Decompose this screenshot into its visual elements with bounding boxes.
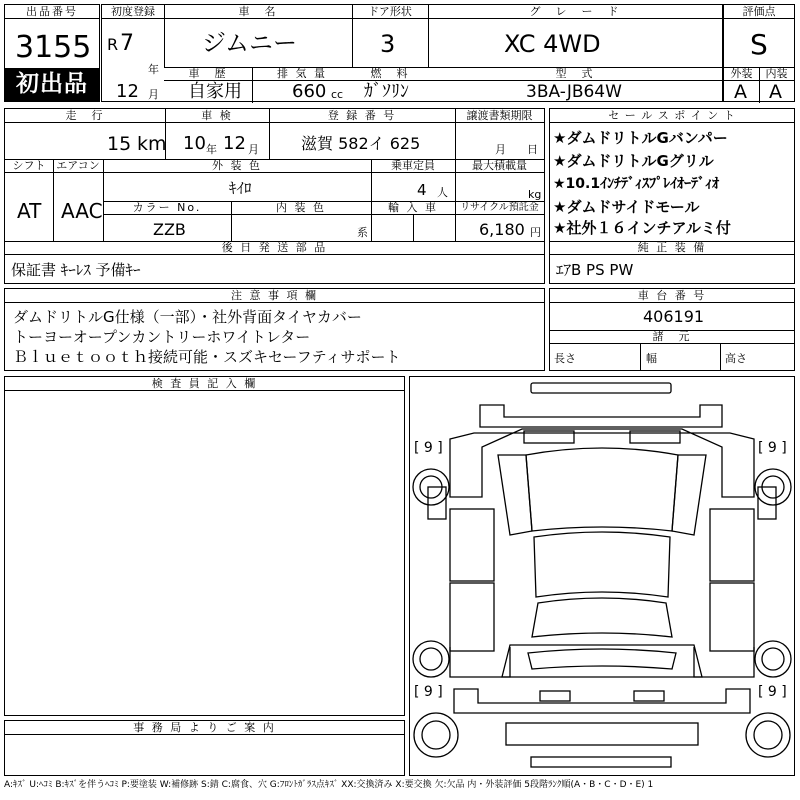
fuel-label: 燃 料: [352, 67, 428, 81]
diagram-mark-bottom-left: [ 9 ]: [414, 684, 443, 700]
car-diagram-box: [409, 376, 795, 776]
sales-point-item: ★ダムドリトルGグリル: [553, 152, 714, 170]
ac-label: エアコン: [53, 159, 103, 173]
interior-color-suffix: 系: [357, 226, 368, 239]
fuel: ｶﾞｿﾘﾝ: [364, 81, 409, 102]
model: 3BA-JB64W: [526, 82, 622, 102]
chassis-number: 406191: [643, 307, 705, 326]
history: 自家用: [188, 81, 242, 102]
score-label: 評価点: [724, 5, 794, 19]
car-name-label: 車 名: [164, 5, 352, 19]
insp-month: 12: [223, 133, 246, 154]
mileage-unit: km: [137, 133, 167, 155]
mileage-label: 走 行: [5, 109, 165, 123]
model-label: 型 式: [428, 67, 722, 81]
recycle: 6,180: [479, 220, 525, 239]
shift: AT: [17, 199, 42, 223]
car-outline-diagram: [410, 377, 794, 775]
transfer-label: 譲渡書類期限: [455, 109, 544, 123]
history-label: 車 歴: [164, 67, 252, 81]
plate: 滋賀 582イ 625: [301, 134, 421, 153]
note-line: ダムドリトルG仕様（一部）・社外背面タイヤカバー: [13, 308, 362, 326]
score: S: [750, 28, 768, 61]
load-unit: kg: [528, 188, 542, 201]
import-label: 輸 入 車: [371, 201, 455, 215]
details-table: [4, 108, 545, 284]
mileage: 15: [107, 133, 132, 155]
color: ｷｲﾛ: [229, 179, 252, 197]
first-reg-year: 7: [120, 31, 134, 56]
doors-label: ドア形状: [352, 5, 428, 19]
sales-point-item: ★10.1ｲﾝﾁﾃﾞｨｽﾌﾟﾚｲｵｰﾃﾞｨｵ: [553, 176, 720, 192]
capacity-label: 乗車定員: [371, 159, 455, 173]
chassis-box: [549, 288, 795, 371]
interior-score: A: [769, 81, 782, 103]
notes-label: 注 意 事 項 欄: [5, 289, 544, 303]
grade: XC 4WD: [504, 30, 601, 58]
first-reg-label: 初度登録: [102, 5, 164, 19]
first-listing-badge: 初出品: [5, 68, 99, 101]
plate-label: 登 録 番 号: [269, 109, 455, 123]
insp-month-unit: 月: [248, 143, 259, 156]
car-name: ジムニー: [202, 29, 298, 57]
displacement-label: 排 気 量: [252, 67, 352, 81]
length-label: 長さ: [554, 352, 576, 365]
inspection-label: 車 検: [165, 109, 269, 123]
diagram-mark-top-right: [ 9 ]: [758, 440, 787, 456]
inspector-box: [4, 376, 405, 716]
transfer-day-unit: 日: [527, 143, 538, 156]
office-label: 事 務 局 よ り ご 案 内: [5, 721, 404, 735]
lot-number: 3155: [15, 30, 92, 65]
color-label: 外 装 色: [103, 159, 371, 173]
capacity-unit: 人: [437, 186, 448, 199]
load-label: 最大積載量: [455, 159, 544, 173]
sales-point-item: ★ダムドサイドモール: [553, 198, 700, 216]
transfer-month-unit: 月: [495, 143, 506, 156]
note-line: トーヨーオープンカントリーホワイトレター: [13, 328, 311, 346]
sales-points-label: セ ー ル ス ポ イ ン ト: [550, 109, 794, 123]
interior-label: 内装: [759, 67, 794, 81]
first-reg-month: 12: [116, 81, 139, 102]
later-parts: 保証書 ｷｰﾚｽ 予備ｷｰ: [11, 261, 141, 279]
month-unit: 月: [148, 88, 159, 101]
office-box: [4, 720, 405, 776]
color-no-label: カラー No.: [103, 201, 231, 215]
insp-year-unit: 年: [206, 143, 217, 156]
width-label: 幅: [646, 352, 657, 365]
recycle-unit: 円: [530, 226, 541, 239]
displacement-unit: cc: [331, 88, 344, 101]
note-line: Ｂｌｕｅｔｏｏｔｈ接続可能・スズキセーフティサポート: [13, 348, 401, 366]
capacity: 4: [417, 181, 427, 199]
recycle-label: リサイクル預託金: [455, 201, 544, 215]
legend: A:ｷｽﾞ U:ﾍｺﾐ B:ｷｽﾞを伴うﾍｺﾐ P:要塗装 W:補修跡 S:錆 C:腐食、穴 G:ﾌﾛﾝﾄｶﾞﾗｽ点ｷｽﾞ XX:交換済み X:要交換 欠:欠品 内・外装評価 5段階ﾗﾝｸ順(A・B・C・D・E) 1: [4, 780, 654, 790]
grade-label: グ レ ー ド: [428, 5, 722, 19]
height-label: 高さ: [725, 352, 747, 365]
sales-point-item: ★社外１６インチアルミ付: [553, 219, 731, 237]
exterior-score: A: [734, 81, 747, 103]
later-label: 後 日 発 送 部 品: [5, 241, 544, 255]
lot-label: 出品番号: [5, 5, 99, 19]
exterior-label: 外装: [724, 67, 759, 81]
score-box: [723, 4, 795, 102]
equipment: ｴｱB PS PW: [556, 261, 634, 279]
vehicle-info-table: [101, 4, 723, 102]
inspector-label: 検 査 員 記 入 欄: [5, 377, 404, 391]
sales-points-box: [549, 108, 795, 284]
diagram-mark-top-left: [ 9 ]: [414, 440, 443, 456]
sales-point-item: ★ダムドリトルGバンパー: [553, 129, 728, 147]
notes-box: [4, 288, 545, 371]
dims-label: 諸 元: [550, 330, 794, 344]
color-no: ZZB: [153, 220, 186, 239]
year-unit: 年: [148, 63, 159, 76]
diagram-mark-bottom-right: [ 9 ]: [758, 684, 787, 700]
doors: 3: [380, 30, 396, 58]
displacement: 660: [292, 81, 327, 102]
era: R: [107, 35, 119, 54]
shift-label: シフト: [5, 159, 53, 173]
equipment-label: 純 正 装 備: [550, 241, 794, 255]
insp-year: 10: [183, 133, 206, 154]
chassis-label: 車 台 番 号: [550, 289, 794, 303]
ac: AAC: [61, 199, 103, 223]
interior-color-label: 内 装 色: [231, 201, 371, 215]
